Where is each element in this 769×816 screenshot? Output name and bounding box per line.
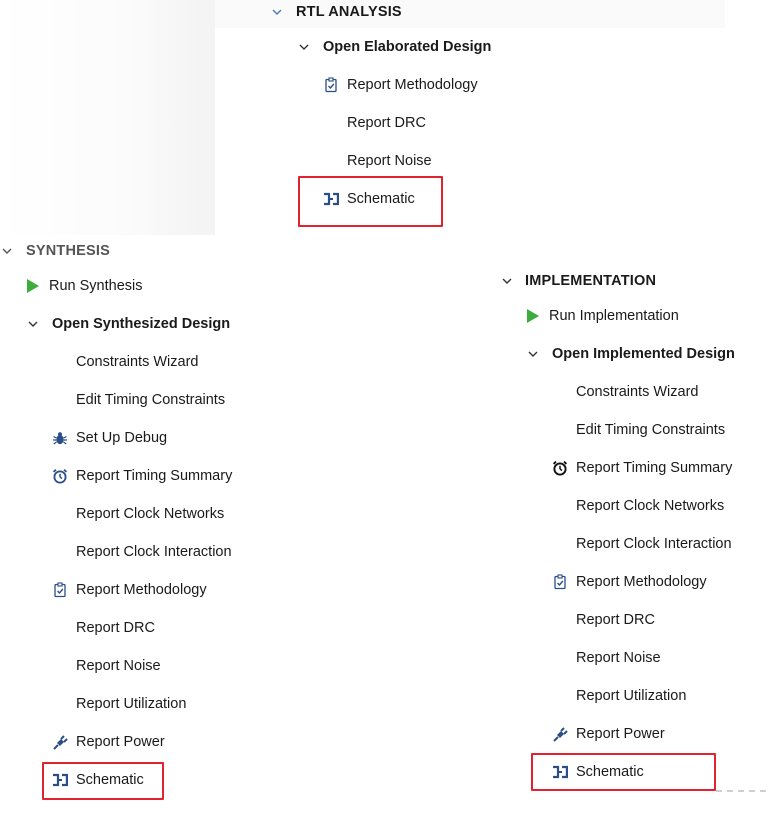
plug-icon (552, 726, 568, 742)
syn-timing-summary-label: Report Timing Summary (76, 468, 233, 484)
rtl-report-methodology-label: Report Methodology (347, 77, 478, 93)
open-synthesized-design-label: Open Synthesized Design (52, 316, 231, 332)
syn-utilization-label: Report Utilization (76, 696, 187, 712)
syn-drc-label: Report DRC (76, 620, 155, 636)
impl-schematic-highlight (531, 753, 716, 791)
chevron-down-icon[interactable] (0, 240, 14, 262)
crop-shadow-top (215, 0, 725, 28)
syn-setup-debug-label: Set Up Debug (76, 430, 168, 446)
rtl-report-drc-label: Report DRC (347, 115, 426, 131)
syn-power-label: Report Power (76, 734, 165, 750)
bug-icon (52, 430, 68, 446)
chevron-down-icon[interactable] (526, 343, 540, 365)
chevron-down-icon[interactable] (500, 270, 514, 292)
syn-noise-label: Report Noise (76, 658, 161, 674)
syn-methodology-label: Report Methodology (76, 582, 207, 598)
syn-clock-interaction-label: Report Clock Interaction (76, 544, 232, 560)
syn-schematic-highlight (42, 762, 164, 800)
impl-schematic-label: Schematic (576, 764, 644, 780)
impl-drc-label: Report DRC (576, 612, 655, 628)
rtl-open-design-label: Open Elaborated Design (323, 39, 492, 55)
play-icon (525, 308, 541, 324)
impl-noise-label: Report Noise (576, 650, 661, 666)
chevron-down-icon[interactable] (297, 36, 311, 58)
syn-clock-networks-label: Report Clock Networks (76, 506, 225, 522)
run-implementation-label: Run Implementation (549, 308, 679, 324)
dashed-divider (716, 790, 766, 792)
stopwatch-icon (52, 468, 68, 484)
chevron-down-icon[interactable] (270, 1, 284, 23)
syn-schematic-label: Schematic (76, 772, 144, 788)
impl-edit-timing-label: Edit Timing Constraints (576, 422, 726, 438)
impl-utilization-label: Report Utilization (576, 688, 687, 704)
clipboard-check-icon (323, 77, 339, 93)
stopwatch-icon (552, 460, 568, 476)
impl-timing-summary-label: Report Timing Summary (576, 460, 733, 476)
synthesis-title: SYNTHESIS (26, 243, 110, 259)
rtl-schematic-highlight (298, 176, 443, 227)
syn-constraints-wizard-label: Constraints Wizard (76, 354, 199, 370)
rtl-report-noise-label: Report Noise (347, 153, 432, 169)
impl-power-label: Report Power (576, 726, 665, 742)
implementation-title: IMPLEMENTATION (525, 273, 657, 289)
rtl-schematic-label: Schematic (347, 191, 415, 207)
play-icon (25, 278, 41, 294)
crop-shadow (0, 0, 215, 235)
open-implemented-design-label: Open Implemented Design (552, 346, 735, 362)
impl-clock-networks-label: Report Clock Networks (576, 498, 725, 514)
impl-constraints-wizard-label: Constraints Wizard (576, 384, 699, 400)
plug-icon (52, 734, 68, 750)
syn-edit-timing-label: Edit Timing Constraints (76, 392, 226, 408)
clipboard-check-icon (552, 574, 568, 590)
impl-clock-interaction-label: Report Clock Interaction (576, 536, 732, 552)
chevron-down-icon[interactable] (26, 313, 40, 335)
clipboard-check-icon (52, 582, 68, 598)
rtl-analysis-title: RTL ANALYSIS (296, 4, 402, 20)
run-synthesis-label: Run Synthesis (49, 278, 143, 294)
impl-methodology-label: Report Methodology (576, 574, 707, 590)
